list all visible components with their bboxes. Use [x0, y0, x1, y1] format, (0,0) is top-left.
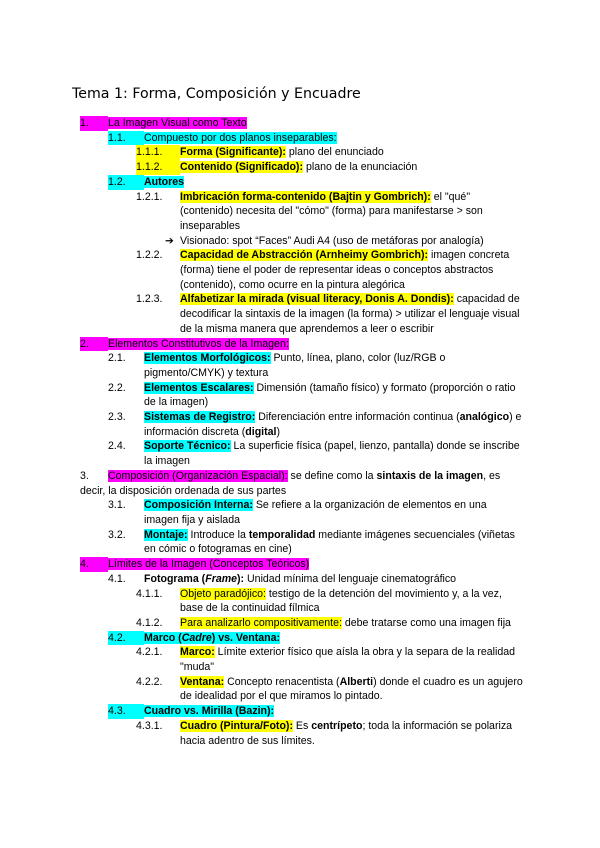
text-segment: Objeto paradójico:	[180, 587, 266, 600]
outline-item	[0, 145, 600, 160]
text-segment: plano del enunciado	[285, 146, 384, 159]
outline-item	[0, 234, 600, 249]
text-segment: Ventana:	[180, 675, 225, 688]
text-segment: ):	[237, 572, 245, 585]
item-number: 1.2.2.	[136, 249, 163, 262]
item-number: 4.1.2.	[136, 616, 163, 629]
outline-item	[0, 351, 600, 380]
text-segment: Límite exterior físico que aísla la obra y la separa de la realidad "muda"	[180, 646, 516, 674]
outline-item	[0, 116, 600, 131]
item-number: 2.3.	[108, 411, 126, 424]
text-segment: Composición Interna:	[144, 499, 253, 512]
item-number: 2.4.	[108, 440, 126, 453]
text-segment: Elementos Constitutivos de la Imagen:	[108, 337, 289, 350]
outline-item	[0, 175, 600, 190]
item-text	[144, 498, 524, 527]
text-segment: Forma (Significante):	[180, 146, 286, 159]
text-segment: Fotograma (	[144, 572, 206, 585]
text-segment: Es	[292, 719, 312, 732]
item-text	[144, 381, 524, 410]
item-number: 1.2.1.	[136, 190, 163, 203]
item-number: 1.2.	[108, 175, 144, 190]
outline-list	[0, 116, 600, 748]
outline-item	[0, 719, 600, 748]
text-segment: Contenido (Significado):	[180, 161, 303, 174]
item-text	[144, 175, 524, 190]
item-text	[180, 616, 524, 631]
outline-item	[0, 587, 600, 616]
text-segment: , es decir, la disposición ordenada de sus partes	[80, 469, 501, 497]
text-segment: ) e información discreta (	[144, 411, 522, 438]
outline-item	[0, 292, 600, 336]
item-number: 1.1.	[108, 131, 144, 146]
text-segment: Elementos Morfológicos:	[144, 352, 271, 365]
item-number: 4.3.1.	[136, 719, 163, 732]
item-text	[144, 410, 524, 439]
text-segment: Composición (Organización Espacial):	[108, 469, 288, 482]
text-segment: Concepto renacentista (	[224, 675, 340, 688]
text-segment: Sistemas de Registro:	[144, 411, 256, 424]
item-number: 2.	[80, 337, 108, 352]
outline-item	[0, 631, 600, 646]
outline-item	[0, 616, 600, 631]
text-segment: Frame	[205, 572, 238, 585]
item-text	[108, 337, 524, 352]
arrow-right-icon: ➔	[165, 234, 174, 247]
item-text	[180, 190, 524, 234]
item-number: 4.2.2.	[136, 675, 163, 688]
text-segment: Autores	[144, 175, 185, 188]
outline-item	[0, 248, 600, 292]
item-text	[144, 631, 524, 646]
item-text	[180, 145, 524, 160]
text-segment: sintaxis de la imagen	[376, 469, 484, 482]
text-segment: mediante imágenes secuenciales (viñetas en cómic o fotogramas en cine)	[144, 528, 515, 556]
text-segment: Para analizarlo compositivamente:	[180, 616, 342, 629]
item-text	[180, 719, 524, 748]
text-segment: La Imagen Visual como Texto	[108, 117, 247, 129]
outline-item	[0, 498, 600, 527]
item-number: 3.	[80, 469, 89, 482]
item-text	[108, 557, 524, 572]
text-segment: ) donde el cuadro es un agujero de idealidad por el que miramos lo pintado.	[180, 675, 523, 703]
outline-item	[0, 675, 600, 704]
outline-item	[0, 190, 600, 234]
text-segment: Montaje:	[144, 528, 188, 541]
text-segment: Soporte Técnico:	[144, 440, 231, 453]
text-segment: Punto, línea, plano, color (luz/RGB o pigmento/CMYK) y textura	[144, 352, 446, 379]
outline-item	[0, 572, 600, 587]
text-segment: Cadre	[181, 631, 212, 644]
item-text	[180, 248, 524, 292]
text-segment: debe tratarse como una imagen fija	[341, 616, 511, 629]
page-title: Tema 1: Forma, Composición y Encuadre	[72, 86, 361, 102]
item-text	[180, 645, 524, 674]
item-text	[180, 587, 524, 616]
text-segment: capacidad de decodificar la sintaxis de la imagen (la forma) > utilizar el lenguaje visual de la misma manera que aprendemos a leer o escribir	[180, 293, 520, 335]
text-segment: testigo de la detención del movimiento y, a la vez, base de la continuidad fílmica	[180, 587, 502, 615]
item-number: 4.1.1.	[136, 587, 163, 600]
text-segment: Cuadro vs. Mirilla (Bazin):	[144, 705, 275, 718]
item-number: 4.	[80, 557, 108, 572]
outline-item	[0, 528, 600, 557]
outline-item	[0, 557, 600, 572]
text-segment: centrípeto	[311, 719, 363, 732]
item-text	[144, 439, 524, 468]
item-text	[144, 131, 524, 146]
text-segment: Capacidad de Abstracción (Arnheimy Gombrich):	[180, 249, 429, 262]
text-segment: Imbricación forma-contenido (Bajtin y Gombrich):	[180, 190, 431, 203]
item-text	[144, 572, 524, 587]
item-text	[180, 160, 524, 175]
outline-item	[0, 131, 600, 146]
text-segment: Marco:	[180, 646, 215, 659]
outline-item	[0, 439, 600, 468]
outline-item	[0, 469, 600, 498]
text-segment: La superficie física (papel, lienzo, pantalla) donde se inscribe la imagen	[144, 440, 520, 468]
text-segment: )	[276, 425, 281, 438]
outline-item	[0, 645, 600, 674]
item-number: 2.2.	[108, 381, 126, 394]
text-segment: analógico	[459, 411, 510, 424]
text-segment: Compuesto por dos planos inseparables:	[144, 131, 337, 144]
item-number: 2.1.	[108, 352, 126, 365]
text-segment: Elementos Escalares:	[144, 381, 254, 394]
item-number: 1.2.3.	[136, 293, 163, 306]
item-text	[144, 528, 524, 557]
text-segment: Diferenciación entre información continua (	[255, 411, 460, 424]
item-text	[180, 292, 524, 336]
item-number: 4.2.1.	[136, 646, 163, 659]
outline-item	[0, 337, 600, 352]
text-segment: Límites de la Imagen (Conceptos Teóricos)	[108, 558, 310, 571]
text-segment: Marco (	[144, 631, 182, 644]
text-segment: imagen concreta (forma) tiene el poder de representar ideas o conceptos abstractos (contenido), como ocurre en la pintura alegórica	[180, 249, 510, 291]
text-segment: Alberti	[339, 675, 374, 688]
item-text	[108, 116, 524, 131]
item-number: 3.2.	[108, 528, 126, 541]
text-segment: plano de la enunciación	[303, 161, 418, 174]
outline-item	[0, 381, 600, 410]
text-segment: Se refiere a la organización de elementos en una imagen fija y aislada	[144, 499, 487, 526]
outline-item	[0, 160, 600, 175]
item-number: 1.	[80, 116, 108, 131]
text-segment: Visionado: spot “Faces” Audi A4 (uso de metáforas por analogía)	[180, 234, 484, 247]
text-segment: ; toda la información se polariza hacia adentro de sus límites.	[180, 719, 513, 747]
item-number: 4.3.	[108, 704, 144, 719]
item-text	[80, 469, 524, 498]
text-segment: digital	[245, 425, 277, 438]
item-number: 4.2.	[108, 631, 144, 646]
text-segment: Introduce la	[187, 528, 249, 541]
text-segment: temporalidad	[248, 528, 316, 541]
text-segment: se define como la	[287, 469, 377, 482]
text-segment: Cuadro (Pintura/Foto):	[180, 719, 293, 732]
item-text	[144, 704, 524, 719]
outline-item	[0, 704, 600, 719]
text-segment: Alfabetizar la mirada (visual literacy, Donis A. Dondis):	[180, 293, 454, 306]
item-text	[180, 675, 524, 704]
item-text	[144, 351, 524, 380]
text-segment: ) vs. Ventana:	[211, 631, 281, 644]
item-text	[180, 234, 524, 249]
item-number: 4.1.	[108, 572, 126, 585]
item-number: 3.1.	[108, 499, 126, 512]
text-segment: el "qué" (contenido) necesita del "cómo" (forma) para manifestarse > son inseparables	[180, 190, 483, 232]
outline-item	[0, 410, 600, 439]
item-number: 1.1.1.	[136, 145, 180, 160]
text-segment: Dimensión (tamaño físico) y formato (proporción o ratio de la imagen)	[144, 381, 516, 409]
item-number: 1.1.2.	[136, 160, 180, 175]
text-segment: Unidad mínima del lenguaje cinematográfico	[244, 572, 457, 585]
